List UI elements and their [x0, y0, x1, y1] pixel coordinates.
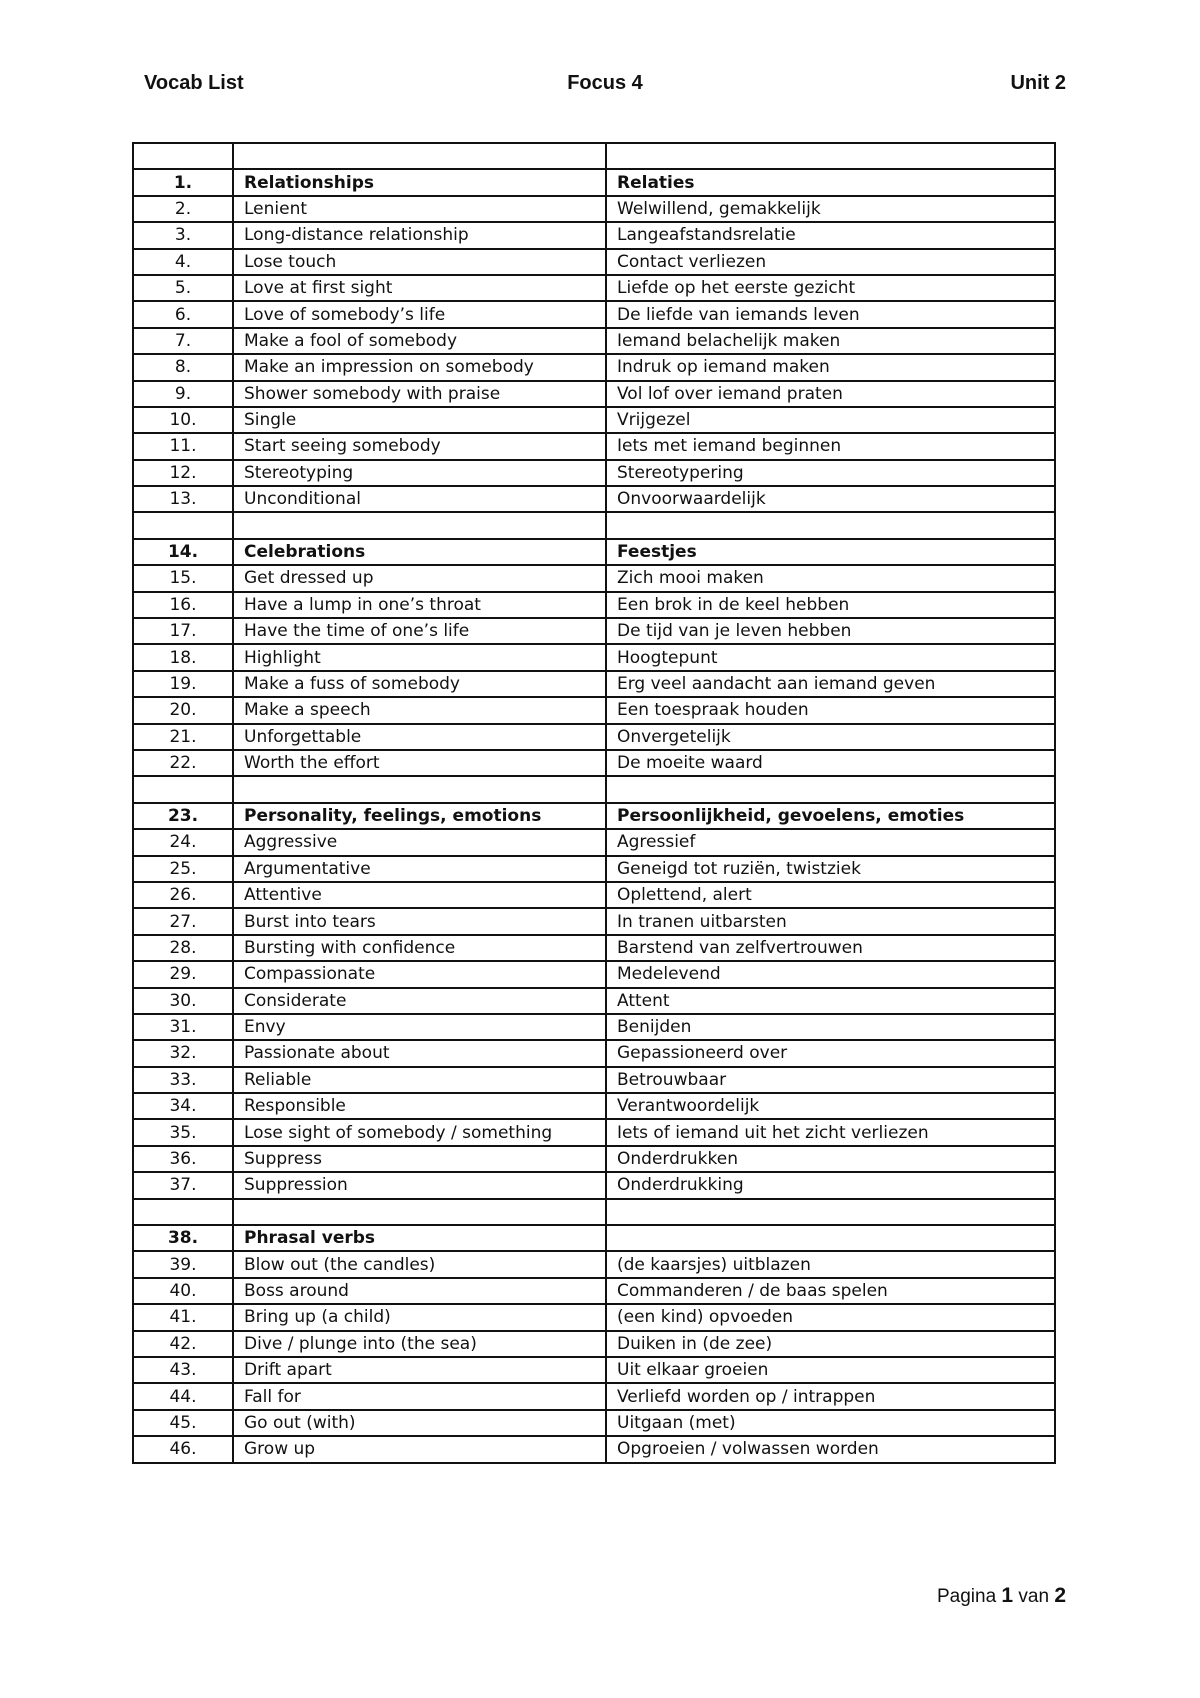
- table-row: [133, 1014, 1055, 1040]
- english-term: Shower somebody with praise: [233, 381, 606, 407]
- row-number: 38.: [133, 1225, 233, 1251]
- row-number: 4.: [133, 249, 233, 275]
- table-row: [133, 328, 1055, 354]
- english-term: Worth the effort: [233, 750, 606, 776]
- footer-prefix: Pagina: [936, 1586, 997, 1607]
- english-term: Suppression: [233, 1172, 606, 1198]
- dutch-translation: De tijd van je leven hebben: [606, 618, 1055, 644]
- table-row: [133, 249, 1055, 275]
- table-row: [133, 565, 1055, 591]
- dutch-translation: Onderdrukking: [606, 1172, 1055, 1198]
- english-term: Phrasal verbs: [233, 1225, 606, 1251]
- table-row: [133, 1410, 1055, 1436]
- dutch-translation: Een toespraak houden: [606, 697, 1055, 723]
- header-book: Focus 4: [567, 72, 643, 94]
- table-row: [133, 407, 1055, 433]
- table-row: [133, 275, 1055, 301]
- english-term: Celebrations: [233, 539, 606, 565]
- english-term: Make an impression on somebody: [233, 354, 606, 380]
- dutch-translation: Stereotypering: [606, 460, 1055, 486]
- header-unit: Unit 2: [1010, 72, 1066, 94]
- table-row: [133, 1278, 1055, 1304]
- table-row: [133, 988, 1055, 1014]
- english-term: Go out (with): [233, 1410, 606, 1436]
- dutch-translation: [606, 776, 1055, 802]
- dutch-translation: Benijden: [606, 1014, 1055, 1040]
- dutch-translation: [606, 143, 1055, 169]
- dutch-translation: [606, 1225, 1055, 1251]
- dutch-translation: Iets of iemand uit het zicht verliezen: [606, 1119, 1055, 1145]
- row-number: 34.: [133, 1093, 233, 1119]
- dutch-translation: [606, 512, 1055, 538]
- page-header: [144, 72, 1066, 102]
- dutch-translation: Langeafstandsrelatie: [606, 222, 1055, 248]
- spacer-row: [133, 1199, 1055, 1225]
- english-term: Love of somebody’s life: [233, 301, 606, 327]
- english-term: Relationships: [233, 169, 606, 195]
- table-row: [133, 486, 1055, 512]
- table-row: [133, 829, 1055, 855]
- dutch-translation: Commanderen / de baas spelen: [606, 1278, 1055, 1304]
- english-term: Start seeing somebody: [233, 433, 606, 459]
- row-number: 12.: [133, 460, 233, 486]
- row-number: 5.: [133, 275, 233, 301]
- english-term: Attentive: [233, 882, 606, 908]
- dutch-translation: Duiken in (de zee): [606, 1331, 1055, 1357]
- table-row: [133, 750, 1055, 776]
- row-number: 43.: [133, 1357, 233, 1383]
- english-term: Have a lump in one’s throat: [233, 592, 606, 618]
- row-number: 21.: [133, 724, 233, 750]
- row-number: 39.: [133, 1251, 233, 1277]
- table-row: [133, 460, 1055, 486]
- row-number: 2.: [133, 196, 233, 222]
- english-term: Grow up: [233, 1436, 606, 1462]
- english-term: Suppress: [233, 1146, 606, 1172]
- row-number: 17.: [133, 618, 233, 644]
- english-term: Reliable: [233, 1067, 606, 1093]
- dutch-translation: Vrijgezel: [606, 407, 1055, 433]
- row-number: 42.: [133, 1331, 233, 1357]
- english-term: Make a fuss of somebody: [233, 671, 606, 697]
- row-number: 29.: [133, 961, 233, 987]
- english-term: Unconditional: [233, 486, 606, 512]
- table-row: [133, 1383, 1055, 1409]
- dutch-translation: Barstend van zelfvertrouwen: [606, 935, 1055, 961]
- english-term: [233, 776, 606, 802]
- english-term: Highlight: [233, 644, 606, 670]
- english-term: Boss around: [233, 1278, 606, 1304]
- english-term: Unforgettable: [233, 724, 606, 750]
- english-term: Burst into tears: [233, 908, 606, 934]
- table-row: [133, 1067, 1055, 1093]
- english-term: Considerate: [233, 988, 606, 1014]
- dutch-translation: Agressief: [606, 829, 1055, 855]
- table-row: [133, 935, 1055, 961]
- row-number: 14.: [133, 539, 233, 565]
- english-term: [233, 1199, 606, 1225]
- english-term: Aggressive: [233, 829, 606, 855]
- row-number: [133, 1199, 233, 1225]
- table-row: [133, 644, 1055, 670]
- table-row: [133, 856, 1055, 882]
- english-term: Dive / plunge into (the sea): [233, 1331, 606, 1357]
- english-term: Drift apart: [233, 1357, 606, 1383]
- row-number: 30.: [133, 988, 233, 1014]
- table-row: [133, 222, 1055, 248]
- dutch-translation: Gepassioneerd over: [606, 1040, 1055, 1066]
- table-row: [133, 882, 1055, 908]
- english-term: Fall for: [233, 1383, 606, 1409]
- row-number: 27.: [133, 908, 233, 934]
- row-number: 8.: [133, 354, 233, 380]
- row-number: 46.: [133, 1436, 233, 1462]
- dutch-translation: Relaties: [606, 169, 1055, 195]
- english-term: Envy: [233, 1014, 606, 1040]
- section-header-row: [133, 1225, 1055, 1251]
- english-term: Long-distance relationship: [233, 222, 606, 248]
- row-number: 22.: [133, 750, 233, 776]
- dutch-translation: Uitgaan (met): [606, 1410, 1055, 1436]
- dutch-translation: Contact verliezen: [606, 249, 1055, 275]
- table-row: [133, 1040, 1055, 1066]
- footer-page-number: 1: [1001, 1584, 1014, 1607]
- spacer-row: [133, 512, 1055, 538]
- english-term: Lose touch: [233, 249, 606, 275]
- dutch-translation: Geneigd tot ruziën, twistziek: [606, 856, 1055, 882]
- table-row: [133, 1119, 1055, 1145]
- english-term: Blow out (the candles): [233, 1251, 606, 1277]
- english-term: Passionate about: [233, 1040, 606, 1066]
- table-row: [133, 1146, 1055, 1172]
- row-number: 36.: [133, 1146, 233, 1172]
- row-number: 15.: [133, 565, 233, 591]
- row-number: 45.: [133, 1410, 233, 1436]
- english-term: Make a fool of somebody: [233, 328, 606, 354]
- row-number: 26.: [133, 882, 233, 908]
- row-number: 44.: [133, 1383, 233, 1409]
- row-number: 25.: [133, 856, 233, 882]
- row-number: 24.: [133, 829, 233, 855]
- table-row: [133, 433, 1055, 459]
- table-row: [133, 908, 1055, 934]
- table-row: [133, 1172, 1055, 1198]
- dutch-translation: Persoonlijkheid, gevoelens, emoties: [606, 803, 1055, 829]
- row-number: 3.: [133, 222, 233, 248]
- table-row: [133, 1304, 1055, 1330]
- english-term: Responsible: [233, 1093, 606, 1119]
- english-term: Love at first sight: [233, 275, 606, 301]
- dutch-translation: Verantwoordelijk: [606, 1093, 1055, 1119]
- table-row: [133, 301, 1055, 327]
- table-row: [133, 671, 1055, 697]
- header-title: Vocab List: [144, 72, 244, 94]
- row-number: 23.: [133, 803, 233, 829]
- table-row: [133, 354, 1055, 380]
- english-term: Stereotyping: [233, 460, 606, 486]
- table-row: [133, 961, 1055, 987]
- english-term: Lenient: [233, 196, 606, 222]
- footer-separator: van: [1018, 1586, 1050, 1607]
- dutch-translation: Onvergetelijk: [606, 724, 1055, 750]
- english-term: Have the time of one’s life: [233, 618, 606, 644]
- spacer-row: [133, 776, 1055, 802]
- dutch-translation: Iemand belachelijk maken: [606, 328, 1055, 354]
- table-row: [133, 592, 1055, 618]
- english-term: Single: [233, 407, 606, 433]
- vocab-table: [132, 142, 1056, 1464]
- row-number: 37.: [133, 1172, 233, 1198]
- table-row: [133, 196, 1055, 222]
- dutch-translation: Verliefd worden op / intrappen: [606, 1383, 1055, 1409]
- dutch-translation: (de kaarsjes) uitblazen: [606, 1251, 1055, 1277]
- spacer-row: [133, 143, 1055, 169]
- dutch-translation: De moeite waard: [606, 750, 1055, 776]
- row-number: 18.: [133, 644, 233, 670]
- table-row: [133, 1093, 1055, 1119]
- row-number: 20.: [133, 697, 233, 723]
- section-header-row: [133, 539, 1055, 565]
- dutch-translation: Zich mooi maken: [606, 565, 1055, 591]
- row-number: 19.: [133, 671, 233, 697]
- dutch-translation: Vol lof over iemand praten: [606, 381, 1055, 407]
- row-number: 10.: [133, 407, 233, 433]
- dutch-translation: Indruk op iemand maken: [606, 354, 1055, 380]
- table-row: [133, 1357, 1055, 1383]
- english-term: Get dressed up: [233, 565, 606, 591]
- english-term: Argumentative: [233, 856, 606, 882]
- dutch-translation: Erg veel aandacht aan iemand geven: [606, 671, 1055, 697]
- row-number: 6.: [133, 301, 233, 327]
- dutch-translation: Een brok in de keel hebben: [606, 592, 1055, 618]
- english-term: Make a speech: [233, 697, 606, 723]
- row-number: 35.: [133, 1119, 233, 1145]
- dutch-translation: Medelevend: [606, 961, 1055, 987]
- dutch-translation: Oplettend, alert: [606, 882, 1055, 908]
- row-number: 11.: [133, 433, 233, 459]
- table-row: [133, 1436, 1055, 1462]
- dutch-translation: Iets met iemand beginnen: [606, 433, 1055, 459]
- row-number: 16.: [133, 592, 233, 618]
- footer-page-total: 2: [1054, 1584, 1066, 1607]
- table-row: [133, 697, 1055, 723]
- row-number: [133, 143, 233, 169]
- dutch-translation: Onvoorwaardelijk: [606, 486, 1055, 512]
- section-header-row: [133, 169, 1055, 195]
- table-row: [133, 1251, 1055, 1277]
- english-term: Lose sight of somebody / something: [233, 1119, 606, 1145]
- row-number: 40.: [133, 1278, 233, 1304]
- dutch-translation: Opgroeien / volwassen worden: [606, 1436, 1055, 1462]
- table-row: [133, 381, 1055, 407]
- english-term: [233, 512, 606, 538]
- table-row: [133, 1331, 1055, 1357]
- dutch-translation: Betrouwbaar: [606, 1067, 1055, 1093]
- table-row: [133, 618, 1055, 644]
- page-footer: [937, 1584, 1066, 1608]
- row-number: 7.: [133, 328, 233, 354]
- english-term: Personality, feelings, emotions: [233, 803, 606, 829]
- dutch-translation: (een kind) opvoeden: [606, 1304, 1055, 1330]
- row-number: [133, 776, 233, 802]
- dutch-translation: Feestjes: [606, 539, 1055, 565]
- row-number: 31.: [133, 1014, 233, 1040]
- section-header-row: [133, 803, 1055, 829]
- english-term: Compassionate: [233, 961, 606, 987]
- dutch-translation: Onderdrukken: [606, 1146, 1055, 1172]
- english-term: Bring up (a child): [233, 1304, 606, 1330]
- dutch-translation: [606, 1199, 1055, 1225]
- row-number: 33.: [133, 1067, 233, 1093]
- table-row: [133, 724, 1055, 750]
- row-number: 13.: [133, 486, 233, 512]
- row-number: [133, 512, 233, 538]
- dutch-translation: Hoogtepunt: [606, 644, 1055, 670]
- vocab-table-body: [133, 143, 1055, 1463]
- row-number: 9.: [133, 381, 233, 407]
- row-number: 41.: [133, 1304, 233, 1330]
- dutch-translation: In tranen uitbarsten: [606, 908, 1055, 934]
- dutch-translation: Liefde op het eerste gezicht: [606, 275, 1055, 301]
- row-number: 1.: [133, 169, 233, 195]
- row-number: 28.: [133, 935, 233, 961]
- row-number: 32.: [133, 1040, 233, 1066]
- dutch-translation: De liefde van iemands leven: [606, 301, 1055, 327]
- english-term: Bursting with confidence: [233, 935, 606, 961]
- dutch-translation: Attent: [606, 988, 1055, 1014]
- english-term: [233, 143, 606, 169]
- dutch-translation: Uit elkaar groeien: [606, 1357, 1055, 1383]
- dutch-translation: Welwillend, gemakkelijk: [606, 196, 1055, 222]
